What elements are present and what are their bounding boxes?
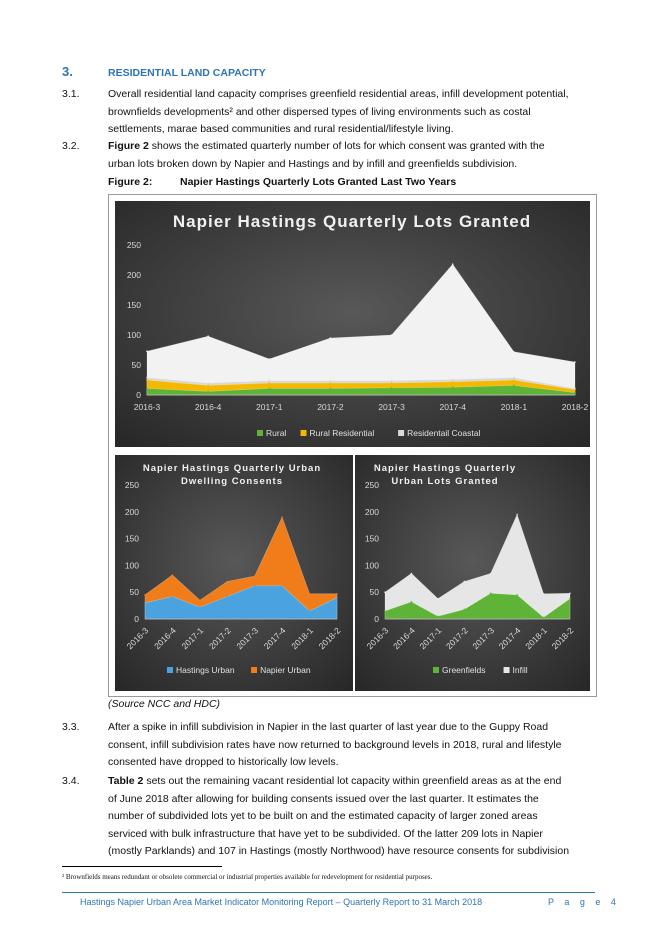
chart-urban-lots-granted bbox=[355, 455, 590, 691]
y-tick-label: 250 bbox=[124, 480, 139, 490]
data-point bbox=[254, 575, 256, 577]
chart-title: Napier Hastings Quarterly bbox=[373, 463, 517, 474]
y-tick-label: 100 bbox=[124, 560, 139, 571]
data-point bbox=[330, 380, 332, 382]
legend-label: Napier Urban bbox=[260, 665, 311, 675]
data-point bbox=[490, 592, 492, 594]
legend-swatch bbox=[433, 667, 439, 673]
data-point bbox=[172, 596, 174, 598]
legend-label: Greenfields bbox=[442, 665, 486, 675]
legend-label: Residentail Coastal bbox=[407, 428, 481, 438]
data-point bbox=[437, 616, 439, 618]
data-point bbox=[309, 610, 311, 612]
chart-title: Napier Hastings Quarterly Lots Granted bbox=[172, 212, 532, 231]
footnote-divider bbox=[62, 866, 222, 867]
x-tick-label: 2017-3 bbox=[378, 402, 405, 412]
chart-urban-dwelling-consents bbox=[115, 455, 353, 691]
chart-background bbox=[355, 455, 590, 691]
data-point bbox=[463, 609, 465, 611]
x-tick-label: 2018-2 bbox=[561, 402, 589, 412]
data-point bbox=[452, 386, 454, 388]
data-point bbox=[226, 581, 228, 583]
figure-reference: Figure 2 bbox=[108, 140, 149, 152]
y-tick-label: 50 bbox=[129, 587, 139, 598]
paragraph-line: shows the estimated quarterly number of lots for which consent was granted with the bbox=[148, 140, 545, 152]
data-point bbox=[543, 617, 545, 619]
figure-title: Napier Hastings Quarterly Lots Granted Last Two Years bbox=[180, 176, 457, 188]
footer-divider bbox=[62, 892, 595, 893]
data-point bbox=[513, 379, 515, 381]
data-point bbox=[330, 388, 332, 390]
paragraph-line: urban lots broken down by Napier and Hastings and by infill and greenfields subdivision. bbox=[108, 157, 518, 170]
legend-label: Rural bbox=[266, 428, 287, 438]
data-point bbox=[490, 573, 492, 575]
data-point bbox=[268, 380, 270, 382]
section-number: 3. bbox=[62, 64, 73, 79]
data-point bbox=[172, 574, 174, 576]
y-tick-label: 0 bbox=[136, 390, 141, 400]
x-tick-label: 2017-4 bbox=[496, 625, 523, 652]
x-tick-label: 2016-3 bbox=[124, 625, 151, 652]
legend-swatch bbox=[251, 667, 257, 673]
data-point bbox=[146, 379, 148, 381]
data-point bbox=[199, 599, 201, 601]
data-point bbox=[207, 385, 209, 387]
x-tick-label: 2017-4 bbox=[439, 402, 466, 412]
data-point bbox=[199, 606, 201, 608]
x-tick-label: 2016-4 bbox=[152, 625, 178, 652]
data-point bbox=[513, 351, 515, 353]
y-tick-label: 200 bbox=[126, 270, 141, 280]
paragraph-line: (mostly Parklands) and 107 in Hastings (mostly Northwood) have resource consents for subdivision bbox=[108, 845, 570, 857]
data-point bbox=[569, 598, 571, 600]
paragraph-number: 3.3. bbox=[62, 721, 80, 733]
x-tick-label: 2016-4 bbox=[391, 625, 417, 652]
data-point bbox=[516, 594, 518, 596]
legend-swatch bbox=[257, 430, 263, 436]
y-tick-label: 100 bbox=[126, 330, 141, 340]
legend-label: Infill bbox=[512, 665, 528, 675]
legend-label: Rural Residential bbox=[309, 428, 375, 438]
x-tick-label: 2017-2 bbox=[317, 402, 344, 412]
data-point bbox=[330, 382, 332, 384]
data-point bbox=[226, 596, 228, 598]
paragraph-line: settlements, marae based communities and rural residential/lifestyle living. bbox=[108, 123, 454, 135]
paragraph-3-4 bbox=[108, 773, 594, 861]
paragraph-line: brownfields developments² and other dispersed types of living environments such as costal bbox=[108, 105, 531, 118]
figure-source: (Source NCC and HDC) bbox=[108, 698, 221, 710]
footnote: ² Brownfields means redundant or obsolete commercial or industrial properties available for redevelopment for residential purposes. bbox=[62, 873, 433, 881]
data-point bbox=[452, 379, 454, 381]
data-point bbox=[513, 385, 515, 387]
y-tick-label: 150 bbox=[124, 533, 139, 544]
legend-label: Hastings Urban bbox=[176, 665, 235, 675]
x-tick-label: 2017-2 bbox=[206, 625, 233, 652]
data-point bbox=[391, 380, 393, 382]
legend-swatch bbox=[301, 430, 307, 436]
data-point bbox=[146, 388, 148, 390]
chart-background bbox=[115, 455, 353, 691]
x-tick-label: 2018-1 bbox=[500, 402, 528, 412]
chart-panel-urban-lots bbox=[355, 455, 590, 691]
data-point bbox=[146, 350, 148, 352]
y-tick-label: 0 bbox=[374, 614, 379, 624]
chart-panel-dwelling-consents bbox=[115, 455, 353, 691]
page-number: P a g e 4 bbox=[548, 897, 620, 907]
paragraph-number: 3.1. bbox=[62, 88, 80, 100]
data-point bbox=[281, 516, 283, 518]
data-point bbox=[391, 387, 393, 389]
x-tick-label: 2016-4 bbox=[194, 402, 222, 412]
x-tick-label: 2018-1 bbox=[289, 625, 315, 652]
data-point bbox=[207, 335, 209, 337]
data-point bbox=[268, 382, 270, 384]
data-point bbox=[574, 392, 576, 394]
x-tick-label: 2018-2 bbox=[316, 625, 343, 652]
y-tick-label: 0 bbox=[134, 614, 139, 624]
y-tick-label: 250 bbox=[126, 240, 141, 250]
paragraph-line: of June 2018 after allowing for building consents issued over the last quarter. It estimates the bbox=[108, 792, 539, 805]
x-tick-label: 2017-1 bbox=[256, 402, 283, 412]
legend-swatch bbox=[504, 667, 510, 673]
paragraph-line: consented have dropped to historically low levels. bbox=[108, 756, 339, 768]
data-point bbox=[574, 361, 576, 363]
data-point bbox=[437, 598, 439, 600]
y-tick-label: 50 bbox=[369, 587, 379, 598]
paragraph-line: consent, infill subdivision rates have now returned to background levels in 2018, rural and lifestyle bbox=[108, 738, 562, 751]
y-tick-label: 100 bbox=[364, 560, 379, 571]
legend-swatch bbox=[167, 667, 173, 673]
data-point bbox=[384, 610, 386, 612]
paragraph-line: serviced with bulk infrastructure that have yet to be subdivided. Of the latter 209 lots in Napier bbox=[108, 827, 543, 840]
paragraph-3-2 bbox=[108, 138, 594, 173]
section-title: RESIDENTIAL LAND CAPACITY bbox=[108, 67, 266, 79]
data-point bbox=[144, 602, 146, 604]
data-point bbox=[144, 594, 146, 596]
y-tick-label: 150 bbox=[126, 300, 141, 310]
table-reference: Table 2 bbox=[108, 775, 144, 787]
data-point bbox=[452, 263, 454, 265]
y-tick-label: 50 bbox=[131, 360, 141, 370]
data-point bbox=[330, 337, 332, 339]
chart-title: Urban Lots Granted bbox=[391, 476, 499, 487]
x-tick-label: 2017-2 bbox=[443, 625, 470, 652]
data-point bbox=[207, 382, 209, 384]
x-tick-label: 2018-1 bbox=[523, 625, 549, 652]
data-point bbox=[463, 581, 465, 583]
data-point bbox=[516, 514, 518, 516]
x-tick-label: 2017-4 bbox=[261, 625, 288, 652]
data-point bbox=[384, 591, 386, 593]
x-tick-label: 2017-1 bbox=[179, 625, 206, 652]
chart-panel-lots-granted bbox=[115, 201, 590, 447]
paragraph-3-3 bbox=[108, 719, 594, 772]
footer-text: Hastings Napier Urban Area Market Indicator Monitoring Report – Quarterly Report to 31 March 2018 bbox=[80, 897, 483, 907]
data-point bbox=[268, 388, 270, 390]
paragraph-number: 3.2. bbox=[62, 140, 80, 152]
data-point bbox=[146, 377, 148, 379]
data-point bbox=[543, 593, 545, 595]
data-point bbox=[411, 573, 413, 575]
chart-title: Dwelling Consents bbox=[181, 476, 283, 487]
paragraph-3-1 bbox=[108, 86, 594, 139]
x-tick-label: 2018-2 bbox=[549, 625, 576, 652]
data-point bbox=[207, 391, 209, 393]
paragraph-number: 3.4. bbox=[62, 775, 80, 787]
figure-label: Figure 2: bbox=[108, 176, 153, 188]
data-point bbox=[574, 389, 576, 391]
y-tick-label: 200 bbox=[124, 506, 139, 517]
x-tick-label: 2017-1 bbox=[417, 625, 444, 652]
chart-title: Napier Hastings Quarterly Urban bbox=[142, 463, 322, 474]
y-tick-label: 250 bbox=[364, 480, 379, 490]
x-tick-label: 2017-3 bbox=[234, 625, 261, 652]
data-point bbox=[452, 381, 454, 383]
data-point bbox=[513, 377, 515, 379]
data-point bbox=[268, 358, 270, 360]
chart-quarterly-lots-granted bbox=[115, 201, 590, 447]
y-tick-label: 150 bbox=[364, 533, 379, 544]
data-point bbox=[391, 382, 393, 384]
legend-swatch bbox=[398, 430, 404, 436]
figure-2-charts bbox=[108, 194, 597, 697]
x-tick-label: 2016-3 bbox=[364, 625, 391, 652]
paragraph-line: After a spike in infill subdivision in Napier in the last quarter of last year due to the Guppy Road bbox=[108, 721, 549, 733]
paragraph-line: Overall residential land capacity comprises greenfield residential areas, infill development potential, bbox=[108, 88, 569, 100]
paragraph-line: number of subdivided lots yet to be built on and the estimated capacity of larger zoned areas bbox=[108, 810, 538, 822]
data-point bbox=[281, 585, 283, 587]
data-point bbox=[391, 334, 393, 336]
data-point bbox=[411, 601, 413, 603]
data-point bbox=[309, 593, 311, 595]
y-tick-label: 200 bbox=[364, 506, 379, 517]
x-tick-label: 2016-3 bbox=[133, 402, 161, 412]
data-point bbox=[336, 597, 338, 599]
x-tick-label: 2017-3 bbox=[470, 625, 497, 652]
data-point bbox=[569, 592, 571, 594]
paragraph-line: sets out the remaining vacant residential lot capacity within greenfield areas as at the end bbox=[143, 775, 562, 787]
data-point bbox=[254, 585, 256, 587]
data-point bbox=[336, 593, 338, 595]
